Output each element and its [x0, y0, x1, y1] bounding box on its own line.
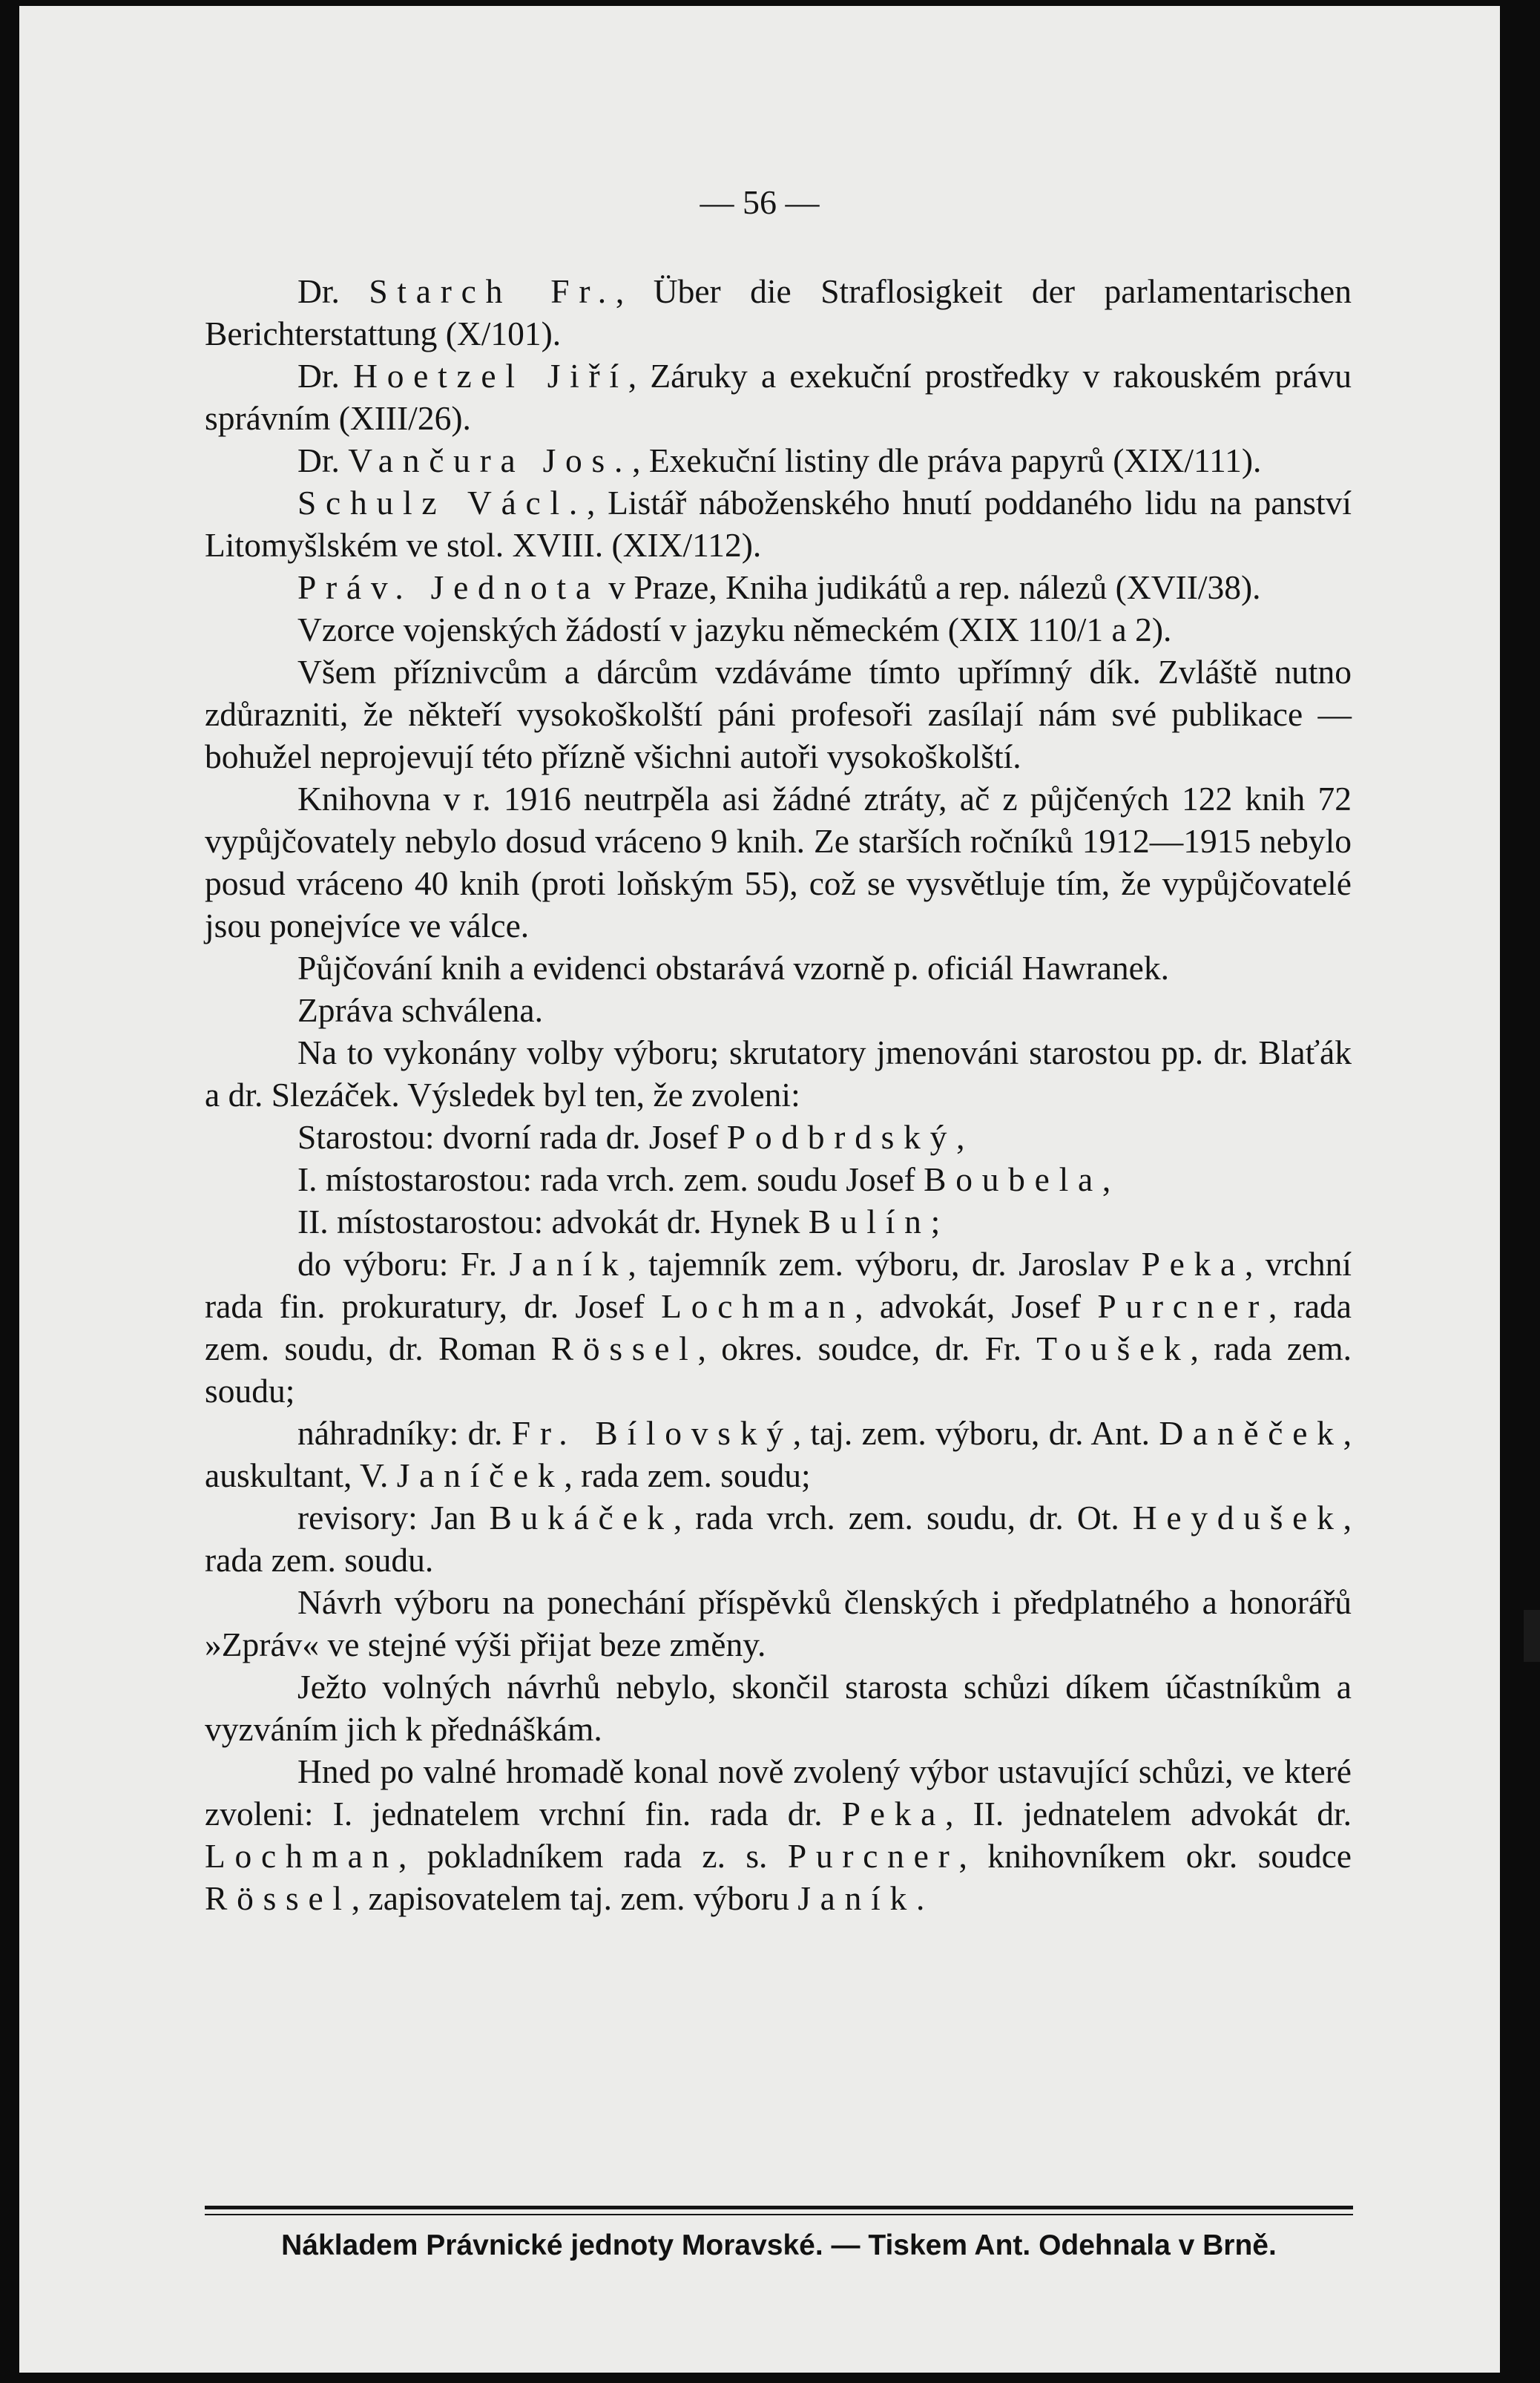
spaced-name: Fr. Bílovský — [511, 1414, 793, 1452]
paragraph — [205, 989, 1352, 1031]
paragraph — [205, 439, 1352, 481]
paragraph — [205, 1750, 1352, 1919]
paragraph — [205, 270, 1352, 355]
text-run: Knihovna v r. 1916 neutrpěla asi žádné ztráty, ač z půjčených 122 knih 72 vypůjčovately nebylo dosud vráceno 9 knih. Ze starších ročníků 1912—1915 nebylo posud vráceno 40 knih (proti loňským 55), což se vysvětluje tím, že vypůjčovatelé jsou ponejvíce ve válce. — [205, 780, 1352, 944]
text-run: , taj. zem. výboru, dr. Ant. — [792, 1414, 1159, 1452]
text-run: ; — [930, 1203, 941, 1240]
text-run: Půjčování knih a evidenci obstarává vzorně p. oficiál Hawranek. — [297, 949, 1169, 987]
text-run: Návrh výboru na ponechání příspěvků členských i předplatného a honorářů »Zpráv« ve stejné výši přijat beze změny. — [205, 1583, 1352, 1663]
spaced-name: Rössel — [205, 1879, 352, 1917]
text-run: Vzorce vojenských žádostí v jazyku německém (XIX 110/1 a 2). — [297, 611, 1172, 648]
spaced-name: Lochman — [205, 1837, 399, 1875]
paragraph — [205, 1496, 1352, 1581]
text-run: Ježto volných návrhů nebylo, skončil starosta schůzi díkem účastníkům a vyzváním jich k přednáškám. — [205, 1668, 1352, 1748]
spaced-name: Toušek — [1036, 1329, 1191, 1367]
text-run: , pokladníkem rada z. s. — [398, 1837, 788, 1875]
text-run: Dr. — [297, 441, 349, 479]
paragraph — [205, 778, 1352, 947]
text-run: , zapisovatelem taj. zem. výboru — [351, 1879, 798, 1917]
text-run: Hned po valné hromadě konal nově zvolený výbor ustavující schůzi, ve které zvoleni: I. jednatelem vrchní fin. rada dr. — [205, 1752, 1352, 1833]
page-number: — 56 — — [700, 183, 820, 221]
text-run: , rada vrch. zem. soudu, dr. Ot. — [673, 1499, 1133, 1536]
paragraph — [205, 1031, 1352, 1116]
text-run: , advokát, Josef — [855, 1287, 1098, 1325]
paragraph — [205, 1666, 1352, 1750]
imprint-footer: Nákladem Právnické jednoty Moravské. — Tiskem Ant. Odehnala v Brně. — [281, 2229, 1277, 2261]
text-run: náhradníky: dr. — [297, 1414, 512, 1452]
spaced-name: Hoetzel Jiří — [353, 357, 628, 395]
spaced-name: Starch Fr. — [369, 272, 616, 310]
spaced-name: Schulz Václ. — [297, 484, 587, 522]
paragraph — [205, 1243, 1352, 1412]
spaced-name: Janík — [509, 1245, 628, 1283]
spaced-name: Purcner — [1097, 1287, 1269, 1325]
text-run: , Záruky a exekuční prostředky v rakouském právu správním (XIII/26). — [205, 357, 1352, 437]
text-run: , rada zem. soudu; — [205, 1329, 1352, 1410]
paragraph — [205, 651, 1352, 778]
text-run: , — [1102, 1160, 1111, 1198]
text-run: , tajemník zem. výboru, dr. Jaroslav — [628, 1245, 1142, 1283]
paragraph — [205, 481, 1352, 566]
paragraph — [205, 355, 1352, 439]
body-text — [205, 270, 1352, 1919]
text-run: , rada zem. soudu; — [564, 1456, 811, 1494]
spaced-name: Práv. Jednota — [297, 568, 600, 606]
paragraph — [205, 566, 1352, 608]
spaced-name: Boubela — [924, 1160, 1102, 1198]
spaced-name: Janík — [797, 1879, 916, 1917]
spaced-name: Daněček — [1159, 1414, 1343, 1452]
text-run: do výboru: Fr. — [297, 1245, 510, 1283]
text-run: , Exekuční listiny dle práva papyrů (XIX/111). — [632, 441, 1262, 479]
spaced-name: Janíček — [396, 1456, 565, 1494]
spaced-name: Vančura Jos. — [348, 441, 633, 479]
spaced-name: Bukáček — [489, 1499, 674, 1536]
text-run: , vrchní rada fin. prokuratury, dr. Josef — [205, 1245, 1352, 1325]
text-run: , rada zem. soudu. — [205, 1499, 1352, 1579]
scan-edge-mark — [1524, 1610, 1540, 1662]
text-run: , Listář náboženského hnutí poddaného lidu na panství Litomyšlském ve stol. XVIII. (XIX/112). — [205, 484, 1352, 564]
text-run: , II. jednatelem advokát dr. — [945, 1795, 1352, 1833]
text-run: v Praze, Kniha judikátů a rep. nálezů (XVII/38). — [599, 568, 1261, 606]
paragraph — [205, 1200, 1352, 1243]
text-run: , knihovníkem okr. soudce — [958, 1837, 1352, 1875]
book-page — [19, 6, 1500, 2373]
paragraph — [205, 1412, 1352, 1496]
footer-rule-thick — [205, 2206, 1353, 2209]
spaced-name: Peka — [1141, 1245, 1245, 1283]
text-run: , okres. soudce, dr. Fr. — [697, 1329, 1037, 1367]
text-run: Zpráva schválena. — [297, 991, 543, 1029]
text-run: , — [956, 1118, 965, 1156]
paragraph — [205, 1581, 1352, 1666]
text-run: . — [915, 1879, 925, 1917]
spaced-name: Podbrdský — [726, 1118, 957, 1156]
spaced-name: Peka — [841, 1795, 946, 1833]
text-run: Dr. — [297, 272, 369, 310]
text-run: Všem příznivcům a dárcům vzdáváme tímto upřímný dík. Zvláště nutno zdůrazniti, že někteří vysokoškolští páni profesoři zasílají nám své publikace — bohužel neprojevují této přízně všichni autoři vysokoškolští. — [205, 653, 1352, 775]
paragraph — [205, 1158, 1352, 1200]
text-run: Na to vykonány volby výboru; skrutatory jmenováni starostou pp. dr. Blaťák a dr. Slezáček. Výsledek byl ten, že zvoleni: — [205, 1033, 1352, 1114]
text-run: I. místostarostou: rada vrch. zem. soudu Josef — [297, 1160, 924, 1198]
text-run: , rada zem. soudu, dr. Roman — [205, 1287, 1352, 1367]
text-run: Dr. — [297, 357, 354, 395]
text-run: Starostou: dvorní rada dr. Josef — [297, 1118, 727, 1156]
paragraph — [205, 947, 1352, 989]
spaced-name: Heydušek — [1132, 1499, 1343, 1536]
text-run: , Über die Straflosigkeit der parlamentarischen Berichterstattung (X/101). — [205, 272, 1352, 352]
text-run: revisory: Jan — [297, 1499, 490, 1536]
text-run: II. místostarostou: advokát dr. Hynek — [297, 1203, 809, 1240]
paragraph — [205, 1116, 1352, 1158]
spaced-name: Bulín — [808, 1203, 931, 1240]
spaced-name: Rössel — [550, 1329, 698, 1367]
spaced-name: Purcner — [787, 1837, 959, 1875]
text-run: , auskultant, V. — [205, 1414, 1352, 1494]
paragraph — [205, 608, 1352, 651]
footer-rule-thin — [205, 2214, 1353, 2215]
spaced-name: Lochman — [661, 1287, 855, 1325]
